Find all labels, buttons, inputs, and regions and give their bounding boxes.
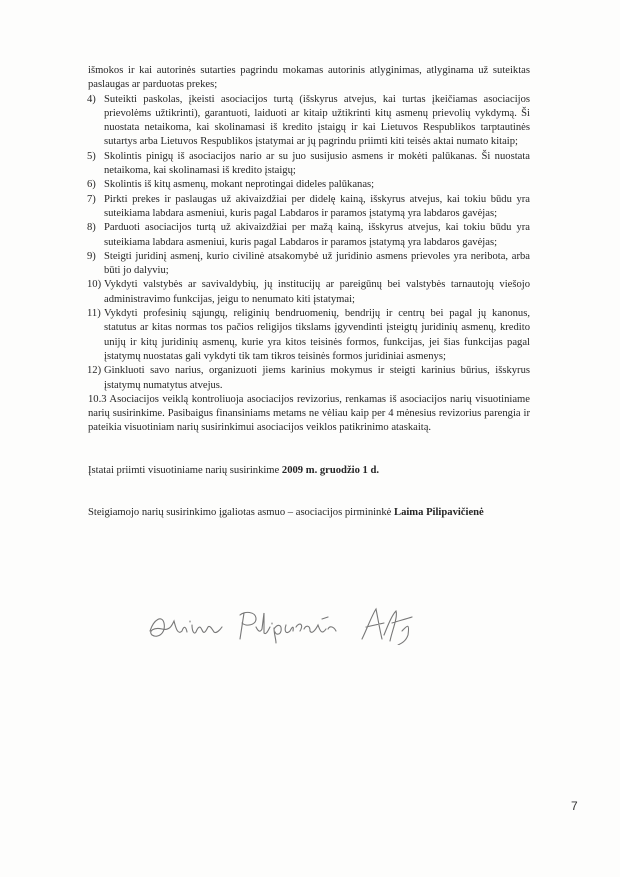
list-item bbox=[88, 250, 530, 279]
adoption-prefix: Įstatai priimti visuotiniame narių susirinkime bbox=[88, 464, 282, 476]
item-number: 9) bbox=[87, 250, 96, 262]
list-item bbox=[88, 278, 530, 307]
list-item bbox=[88, 221, 530, 250]
item-text: Steigti juridinį asmenį, kurio civilinė atsakomybė už juridinio asmens prievoles yra neribota, arba būti jo dalyviu; bbox=[104, 250, 530, 277]
list-item bbox=[88, 178, 530, 192]
item-number: 6) bbox=[87, 179, 96, 191]
item-number: 11) bbox=[87, 308, 101, 320]
list-item bbox=[88, 364, 530, 393]
item-number: 7) bbox=[87, 193, 96, 205]
item-number: 8) bbox=[87, 222, 96, 234]
item-text: Ginkluoti savo narius, organizuoti jiems karinius mokymus ir steigti karinius būrius, išskyrus įstatymų numatytus atvejus. bbox=[104, 365, 530, 391]
item-number: 4) bbox=[87, 93, 96, 105]
list-item bbox=[88, 150, 530, 179]
continuation-text: išmokos ir kai autorinės sutarties pagrindu mokamas autorinis atlyginimas, atlyginama už suteiktas paslaugas ar parduotas prekes; bbox=[88, 65, 530, 91]
item-number: 10) bbox=[87, 279, 102, 291]
signer-prefix: Steigiamojo narių susirinkimo įgaliotas asmuo – asociacijos pirmininkė bbox=[88, 507, 394, 519]
list-item bbox=[88, 307, 530, 364]
document-body bbox=[88, 64, 530, 520]
restrictions-list bbox=[88, 93, 530, 393]
list-item bbox=[88, 193, 530, 222]
item-text: Skolintis iš kitų asmenų, mokant neprotingai dideles palūkanas; bbox=[104, 179, 375, 191]
handwritten-signature bbox=[140, 601, 440, 645]
page-number: 7 bbox=[571, 799, 578, 813]
item-number: 12) bbox=[87, 365, 102, 377]
adoption-statement bbox=[88, 464, 530, 478]
item-text: Vykdyti valstybės ar savivaldybių, jų institucijų ar pareigūnų bei valstybės tarnautojų viešojo administravimo funkcijas, jeigu to nenumato kiti įstatymai; bbox=[104, 279, 530, 305]
item-text: Pirkti prekes ir paslaugas už akivaizdžiai per didelę kainą, išskyrus atvejus, kai tokiu būdu yra suteikiama labdara asmeniui, kuris pagal Labdaros ir paramos įstatymą yra labdaros gavėjas; bbox=[104, 193, 530, 219]
list-item bbox=[88, 93, 530, 150]
item-text: Vykdyti profesinių sąjungų, religinių bendruomenių, bendrijų ir centrų bei pagal jų kanonus, statutus ar kitas normas tos pačios religijos tikslams įgyvendinti įsteigtų juridinių asmenų, kredito unijų ir kitų juridinių asmenų, kurie yra kitos teisinės formos, funkcijas, jei šias funkcijas pagal įstatymų nuostatas gali vykdyti tik tam tikros teisinės formos juridiniai asmenys; bbox=[104, 308, 530, 362]
item-text: Suteikti paskolas, įkeisti asociacijos turtą (išskyrus atvejus, kai turtas įkeičiamas asociacijos prievolėms užtikrinti), garantuoti, laiduoti ar kitaip užtikrinti kitų asmenų prievolių vykdymą. Ši nuostata netaikoma, kai skolinamasi iš kredito įstaigų ir kai Lietuvos Respublikos tarptautinės sutartys arba Lietuvos Respublikos įstatymai ar jų pagrindu priimti kiti teisės aktai numato kitaip; bbox=[104, 93, 530, 148]
signer-name: Laima Pilipavičienė bbox=[394, 507, 484, 519]
item-number: 5) bbox=[87, 150, 96, 162]
signer-line bbox=[88, 506, 530, 520]
section-10-3: 10.3 Asociacijos veiklą kontroliuoja asociacijos revizorius, renkamas iš asociacijos narių visuotiniame narių susirinkime. Pasibaigus finansiniams metams ne vėliau kaip per 4 mėnesius revizorius parengia ir pateikia visuotiniam narių susirinkimui asociacijos veiklos patikrinimo ataskaitą. bbox=[88, 393, 530, 434]
adoption-date: 2009 m. gruodžio 1 d. bbox=[281, 464, 380, 476]
item-text: Skolintis pinigų iš asociacijos nario ar su juo susijusio asmens ir mokėti palūkanas. Ši nuostata netaikoma, kai skolinamasi iš kredito įstaigų; bbox=[104, 150, 530, 177]
item-text: Parduoti asociacijos turtą už akivaizdžiai per mažą kainą, išskyrus atvejus, kai tokiu būdu yra suteikiama labdara asmeniui, kuris pagal Labdaros ir paramos įstatymą yra labdaros gavėjas; bbox=[104, 222, 530, 248]
